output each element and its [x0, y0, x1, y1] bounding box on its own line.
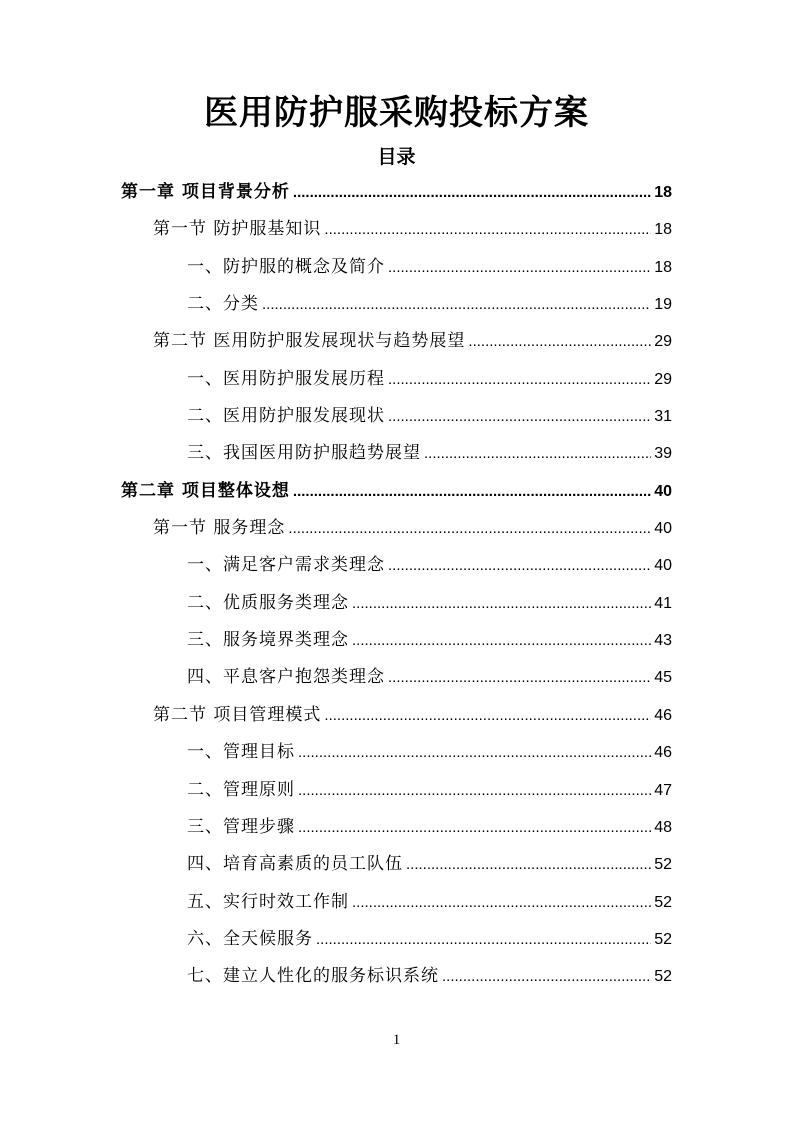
- toc-entry-section[interactable]: [0, 510, 793, 547]
- toc-entry-item[interactable]: [0, 435, 793, 472]
- dot-leader: [352, 585, 651, 622]
- toc-entry-item[interactable]: [0, 958, 793, 995]
- table-of-contents: [0, 174, 793, 996]
- dot-leader: [388, 398, 651, 435]
- toc-entry-label: 二、管理原则: [187, 779, 295, 800]
- toc-entry-label: 一、满足客户需求类理念: [187, 555, 385, 576]
- dot-leader: [298, 734, 651, 771]
- toc-entry-item[interactable]: [0, 286, 793, 323]
- page-number: 1: [392, 1032, 401, 1048]
- toc-entry-item[interactable]: [0, 921, 793, 958]
- toc-entry-page: 52: [654, 893, 672, 911]
- toc-entry-item[interactable]: [0, 772, 793, 809]
- dot-leader: [388, 361, 651, 398]
- toc-entry-label: 三、我国医用防护服趋势展望: [187, 443, 421, 464]
- toc-entry-item[interactable]: [0, 585, 793, 622]
- toc-entry-label: 三、服务境界类理念: [187, 630, 349, 651]
- toc-entry-label: 第一节 防护服基知识: [153, 219, 322, 240]
- toc-entry-page: 40: [654, 482, 672, 500]
- dot-leader: [262, 286, 651, 323]
- toc-entry-item[interactable]: [0, 846, 793, 883]
- toc-entry-page: 48: [654, 818, 672, 836]
- toc-entry-item[interactable]: [0, 249, 793, 286]
- toc-entry-page: 29: [654, 370, 672, 388]
- toc-entry-page: 46: [654, 744, 672, 762]
- toc-entry-label: 一、管理目标: [187, 742, 295, 763]
- toc-entry-page: 45: [654, 669, 672, 687]
- toc-entry-label: 一、防护服的概念及简介: [187, 256, 385, 277]
- dot-leader: [388, 547, 651, 584]
- toc-entry-item[interactable]: [0, 809, 793, 846]
- dot-leader: [288, 510, 651, 547]
- toc-entry-page: 46: [654, 706, 672, 724]
- toc-entry-page: 43: [654, 632, 672, 650]
- dot-leader: [324, 697, 651, 734]
- dot-leader: [352, 622, 651, 659]
- dot-leader: [406, 846, 651, 883]
- toc-entry-page: 52: [654, 856, 672, 874]
- toc-entry-item[interactable]: [0, 398, 793, 435]
- dot-leader: [324, 211, 651, 248]
- toc-entry-chapter[interactable]: [0, 473, 793, 510]
- toc-entry-page: 18: [654, 258, 672, 276]
- toc-entry-label: 四、培育高素质的员工队伍: [187, 854, 403, 875]
- toc-entry-label: 第一节 服务理念: [153, 518, 286, 539]
- toc-entry-item[interactable]: [0, 659, 793, 696]
- toc-heading: 目录: [377, 146, 416, 168]
- toc-entry-label: 第二节 医用防护服发展现状与趋势展望: [153, 331, 466, 352]
- toc-entry-page: 18: [654, 221, 672, 239]
- toc-entry-label: 七、建立人性化的服务标识系统: [187, 966, 439, 987]
- toc-entry-page: 52: [654, 930, 672, 948]
- document-title: 医用防护服采购投标方案: [204, 93, 589, 133]
- toc-entry-label: 三、管理步骤: [187, 816, 295, 837]
- toc-entry-label: 第一章 项目背景分析: [121, 182, 290, 202]
- toc-entry-label: 二、医用防护服发展现状: [187, 406, 385, 427]
- toc-entry-label: 四、平息客户抱怨类理念: [187, 667, 385, 688]
- toc-entry-section[interactable]: [0, 323, 793, 360]
- dot-leader: [293, 473, 651, 510]
- dot-leader: [298, 772, 651, 809]
- toc-entry-section[interactable]: [0, 697, 793, 734]
- toc-entry-item[interactable]: [0, 734, 793, 771]
- toc-entry-label: 一、医用防护服发展历程: [187, 368, 385, 389]
- toc-entry-label: 第二章 项目整体设想: [121, 480, 290, 501]
- toc-entry-page: 40: [654, 557, 672, 575]
- toc-entry-page: 29: [654, 333, 672, 351]
- toc-entry-page: 39: [654, 445, 672, 463]
- toc-entry-page: 47: [654, 781, 672, 799]
- toc-entry-page: 19: [654, 296, 672, 314]
- toc-entry-label: 五、实行时效工作制: [187, 891, 349, 912]
- toc-entry-label: 二、分类: [187, 294, 259, 315]
- dot-leader: [442, 958, 651, 995]
- toc-entry-section[interactable]: [0, 211, 793, 248]
- toc-entry-page: 31: [654, 408, 672, 426]
- toc-entry-item[interactable]: [0, 361, 793, 398]
- dot-leader: [388, 659, 651, 696]
- dot-leader: [352, 884, 651, 921]
- toc-entry-page: 18: [654, 184, 672, 201]
- toc-entry-page: 52: [654, 968, 672, 986]
- toc-entry-page: 40: [654, 520, 672, 538]
- toc-entry-item[interactable]: [0, 622, 793, 659]
- toc-entry-chapter[interactable]: [0, 174, 793, 211]
- toc-entry-label: 第二节 项目管理模式: [153, 704, 322, 725]
- toc-entry-item[interactable]: [0, 884, 793, 921]
- dot-leader: [468, 323, 651, 360]
- dot-leader: [316, 921, 651, 958]
- dot-leader: [298, 809, 651, 846]
- toc-entry-label: 二、优质服务类理念: [187, 592, 349, 613]
- dot-leader: [388, 249, 651, 286]
- toc-entry-item[interactable]: [0, 547, 793, 584]
- toc-entry-label: 六、全天候服务: [187, 928, 313, 949]
- dot-leader: [293, 174, 651, 211]
- toc-entry-page: 41: [654, 594, 672, 612]
- dot-leader: [424, 435, 651, 472]
